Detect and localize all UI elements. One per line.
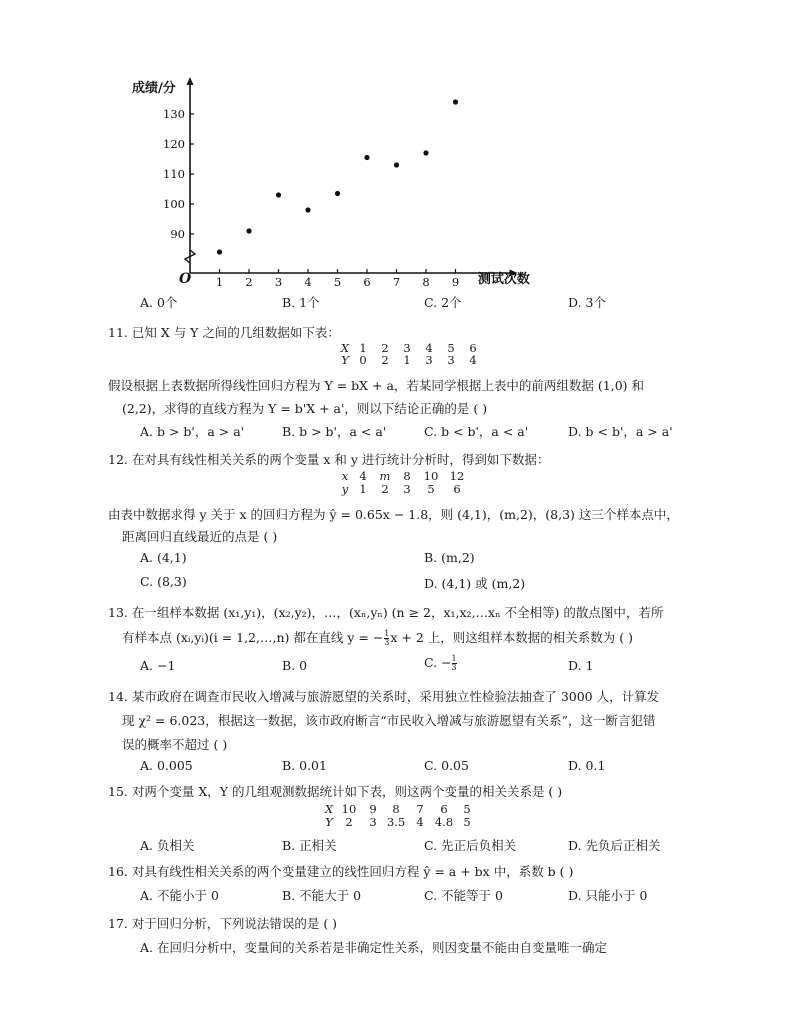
x-tick-label: 1 <box>215 275 224 289</box>
y-tick-label: 130 <box>163 107 185 121</box>
q12-stem: 12. 在对具有线性相关关系的两个变量 x 和 y 进行统计分析时，得到如下数据： <box>108 452 550 467</box>
q13-optc-num: 1 <box>451 654 457 663</box>
q12-option-b[interactable]: B. (m,2) <box>424 550 475 565</box>
q12-x-cell: 8 <box>403 469 411 483</box>
q15-y-cell: 2 <box>345 815 353 829</box>
q16-option-a[interactable]: A. 不能小于 0 <box>140 888 219 903</box>
q13-fraction <box>384 630 389 647</box>
q15-option-a[interactable]: A. 负相关 <box>140 838 195 853</box>
x-tick-label: 6 <box>363 275 371 289</box>
q13-option-c-fraction <box>452 655 457 672</box>
q11-option-b[interactable]: B. b > b'，a < a' <box>282 424 387 439</box>
data-point <box>217 249 222 254</box>
data-point <box>305 207 310 212</box>
q14-option-c[interactable]: C. 0.05 <box>424 758 469 773</box>
q15-x-cell: 7 <box>416 802 424 816</box>
data-point <box>453 99 458 104</box>
x-tick-label: 8 <box>422 275 430 289</box>
q14-text-2: 现 χ² = 6.023，根据这一数据，该市政府断言“市民收入增减与旅游愿望有关系”，这一断言犯错 <box>122 713 656 728</box>
q15-y-cell: 3.5 <box>386 815 406 829</box>
q15-table-row-x <box>322 803 478 815</box>
q11-option-d[interactable]: D. b < b'，a > a' <box>568 424 673 439</box>
q11-x-label: X <box>340 341 350 355</box>
q12-y-cell: 6 <box>453 482 461 496</box>
q15-y-cell: 4 <box>416 815 424 829</box>
q12-x-label: x <box>341 469 349 483</box>
data-point <box>423 150 428 155</box>
q12-x-cell: 10 <box>423 469 439 483</box>
q12-x-cell: 4 <box>359 469 367 483</box>
x-tick-label: 9 <box>451 275 460 289</box>
x-tick-label: 3 <box>274 275 283 289</box>
q13-text-2 <box>122 628 633 647</box>
q15-y-cell: 5 <box>463 815 471 829</box>
q15-option-c[interactable]: C. 先正后负相关 <box>424 838 517 853</box>
data-point <box>276 192 281 197</box>
x-axis-label: 测试次数 <box>477 272 530 287</box>
q11-x-cell: 3 <box>403 341 411 355</box>
q12-table-row-y <box>338 483 470 495</box>
y-tick-label: 120 <box>163 137 185 151</box>
q10-option-d[interactable]: D. 3个 <box>568 295 606 310</box>
q13-option-d[interactable]: D. 1 <box>568 658 594 673</box>
origin-label: O <box>179 271 192 287</box>
q11-y-cell: 1 <box>403 353 411 367</box>
q12-y-cell: 1 <box>359 482 367 496</box>
q12-table-row-x <box>338 470 470 482</box>
q15-y-cell: 4.8 <box>434 815 454 829</box>
q15-option-b[interactable]: B. 正相关 <box>282 838 337 853</box>
q13-frac-den: 3 <box>384 638 390 647</box>
q11-y-cell: 3 <box>447 353 455 367</box>
q12-y-cell: 2 <box>381 482 389 496</box>
q15-y-label: Y <box>325 815 333 829</box>
q11-x-cell: 1 <box>359 341 367 355</box>
q17-option-a[interactable]: A. 在回归分析中，变量间的关系若是非确定性关系，则因变量不能由自变量唯一确定 <box>140 940 607 955</box>
q15-x-label: X <box>324 802 334 816</box>
q12-text-2: 距离回归直线最近的点是 ( ) <box>122 529 278 544</box>
q12-y-cell: 3 <box>403 482 411 496</box>
q13-option-c[interactable] <box>424 655 457 672</box>
q11-y-cell: 2 <box>381 353 389 367</box>
q13-option-b[interactable]: B. 0 <box>282 658 308 673</box>
data-point <box>246 228 251 233</box>
q13-frac-num: 1 <box>384 629 390 638</box>
y-tick-label: 90 <box>170 227 185 241</box>
q13-text-2a: 有样本点 (xᵢ,yᵢ)(i = 1,2,…,n) 都在直线 y = − <box>122 630 384 645</box>
q15-x-cell: 8 <box>392 802 400 816</box>
q13-option-c-label: C. − <box>424 655 452 670</box>
q14-option-d[interactable]: D. 0.1 <box>568 758 606 773</box>
q12-text-1: 由表中数据求得 y 关于 x 的回归方程为 ŷ = 0.65x − 1.8，则 (4,1)，(m,2)，(8,3) 这三个样本点中， <box>108 507 679 522</box>
q11-stem: 11. 已知 X 与 Y 之间的几组数据如下表： <box>108 325 340 340</box>
q11-y-label: Y <box>341 353 349 367</box>
q11-y-cell: 0 <box>359 353 367 367</box>
q15-option-d[interactable]: D. 先负后正相关 <box>568 838 661 853</box>
q12-x-cell: m <box>379 469 391 483</box>
q15-x-cell: 10 <box>341 802 357 816</box>
scatter-chart <box>0 0 794 295</box>
q11-x-cell: 4 <box>425 341 433 355</box>
q10-option-b[interactable]: B. 1个 <box>282 295 320 310</box>
q16-option-b[interactable]: B. 不能大于 0 <box>282 888 362 903</box>
q11-text-1: 假设根据上表数据所得线性回归方程为 Y = bX + a，若某同学根据上表中的前两组数据 (1,0) 和 <box>108 378 645 393</box>
q14-option-a[interactable]: A. 0.005 <box>140 758 193 773</box>
q15-table-row-y <box>322 816 478 828</box>
q11-x-cell: 6 <box>469 341 477 355</box>
q11-option-a[interactable]: A. b > b'，a > a' <box>140 424 245 439</box>
y-axis-arrow-icon <box>187 77 194 85</box>
data-point <box>335 191 340 196</box>
q10-option-a[interactable]: A. 0个 <box>140 295 178 310</box>
q11-x-cell: 2 <box>381 341 389 355</box>
q12-option-a[interactable]: A. (4,1) <box>140 550 187 565</box>
q12-y-cell: 5 <box>427 482 435 496</box>
q15-x-cell: 6 <box>440 802 448 816</box>
data-point <box>394 162 399 167</box>
q13-optc-den: 3 <box>451 663 457 672</box>
x-tick-label: 2 <box>245 275 253 289</box>
q16-stem: 16. 对具有线性相关关系的两个变量建立的线性回归方程 ŷ = a + bx 中，系数 b ( ) <box>108 864 574 879</box>
q11-table-row-y <box>338 354 484 366</box>
q13-text-1: 13. 在一组样本数据 (x₁,y₁)，(x₂,y₂)，…，(xₙ,yₙ) (n ≥ 2，x₁,x₂,…xₙ 不全相等) 的散点图中，若所 <box>108 605 664 620</box>
x-tick-label: 4 <box>304 275 312 289</box>
y-tick-label: 110 <box>163 167 185 181</box>
q10-option-c[interactable]: C. 2个 <box>424 295 462 310</box>
q16-option-c[interactable]: C. 不能等于 0 <box>424 888 503 903</box>
q12-option-c[interactable]: C. (8,3) <box>140 574 187 589</box>
q13-text-2b: x + 2 上，则这组样本数据的相关系数为 ( ) <box>390 630 633 645</box>
y-axis-label: 成绩/分 <box>132 81 176 96</box>
q14-option-b[interactable]: B. 0.01 <box>282 758 327 773</box>
q16-option-d[interactable]: D. 只能小于 0 <box>568 888 648 903</box>
q14-text-1: 14. 某市政府在调查市民收入增减与旅游愿望的关系时，采用独立性检验法抽查了 3000 人，计算发 <box>108 689 660 704</box>
q12-y-label: y <box>341 482 349 496</box>
q12-option-d[interactable]: D. (4,1) 或 (m,2) <box>424 576 526 591</box>
q15-y-cell: 3 <box>369 815 377 829</box>
q11-y-cell: 4 <box>469 353 477 367</box>
x-tick-label: 5 <box>333 275 342 289</box>
data-point <box>364 155 369 160</box>
q14-text-3: 误的概率不超过 ( ) <box>122 737 228 752</box>
q11-text-2: (2,2)，求得的直线方程为 Y = b'X + a'，则以下结论正确的是 ( ) <box>122 401 488 416</box>
q15-x-cell: 5 <box>463 802 471 816</box>
q15-stem: 15. 对两个变量 X，Y 的几组观测数据统计如下表，则这两个变量的相关关系是 ( ) <box>108 784 563 799</box>
q15-x-cell: 9 <box>369 802 377 816</box>
q17-stem: 17. 对于回归分析，下列说法错误的是 ( ) <box>108 916 338 931</box>
y-tick-label: 100 <box>163 197 185 211</box>
q11-option-c[interactable]: C. b < b'，a < a' <box>424 424 529 439</box>
x-tick-label: 7 <box>392 275 401 289</box>
q12-x-cell: 12 <box>449 469 465 483</box>
q13-option-a[interactable]: A. −1 <box>140 658 176 673</box>
q11-y-cell: 3 <box>425 353 433 367</box>
q11-x-cell: 5 <box>447 341 455 355</box>
